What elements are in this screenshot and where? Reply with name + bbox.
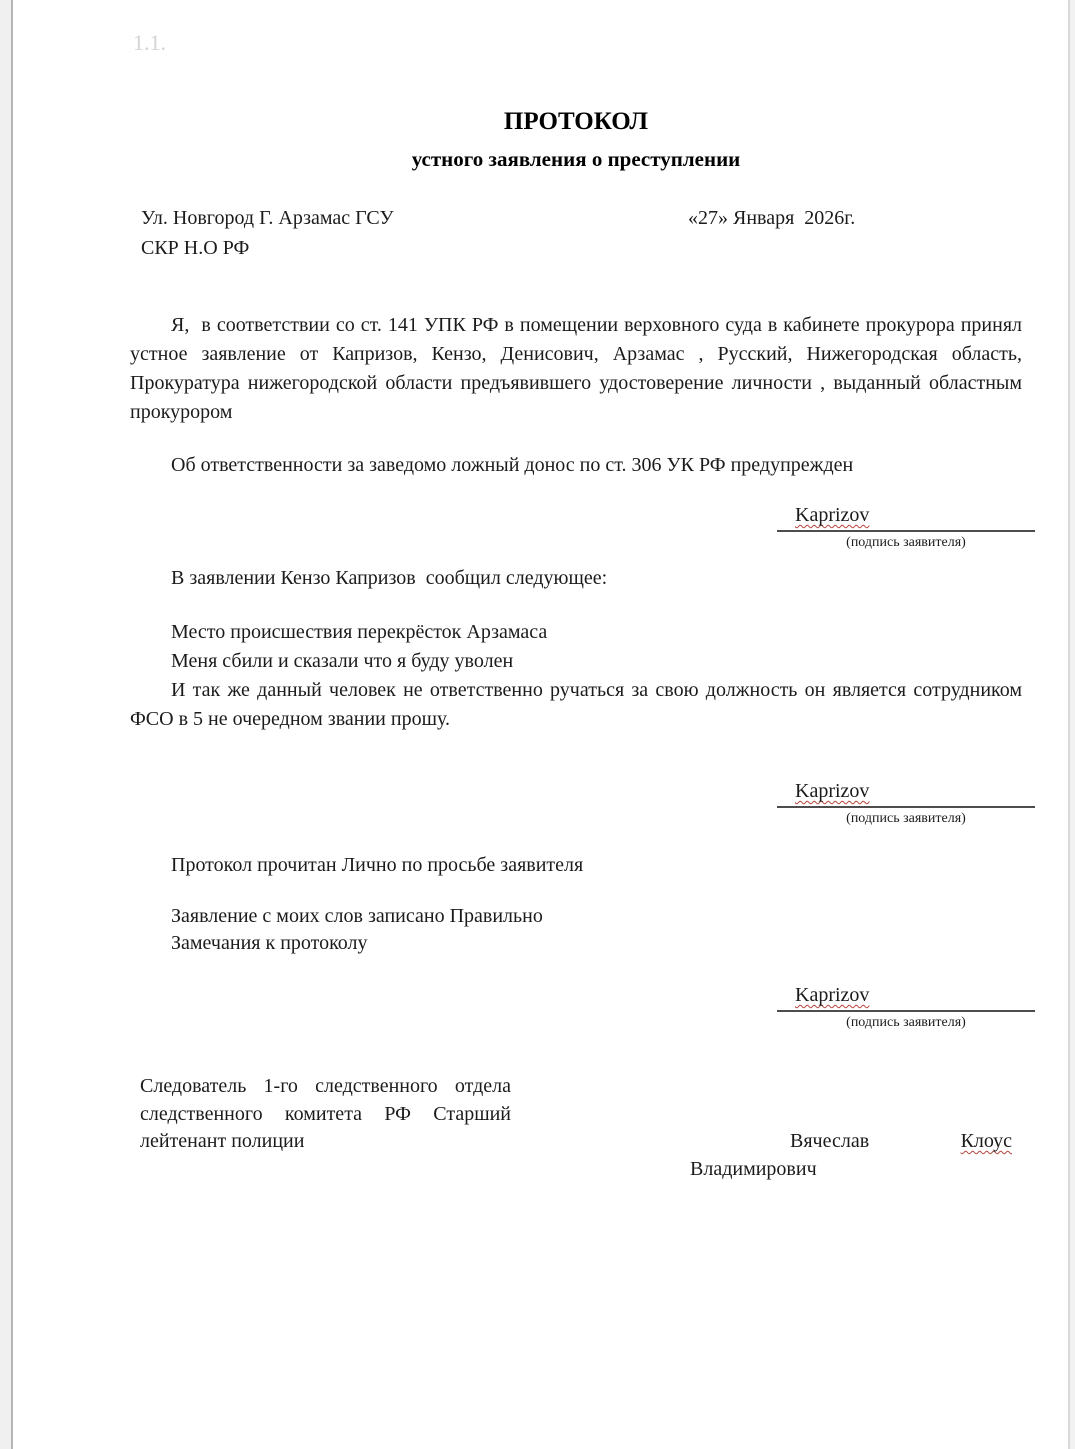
header-location-line2: СКР Н.О РФ [141, 237, 250, 259]
recorded-block [130, 903, 1022, 957]
signature-caption: (подпись заявителя) [846, 1015, 966, 1030]
document-title: ПРОТОКОЛ [503, 108, 649, 135]
officer-patronymic: Владимирович [690, 1158, 817, 1180]
remarks-line: Замечания к протоколу [171, 932, 368, 954]
signature-block-3 [777, 981, 1035, 1031]
investigator-title-block: Следователь 1-го следственного отдела следственного комитета РФ Старший лейтенант полиции [140, 1075, 511, 1152]
header-location-line1: Ул. Новгород Г. Арзамас ГСУ [141, 207, 394, 229]
signature-block-1 [777, 501, 1035, 551]
intro-paragraph: Я, в соответствии со ст. 141 УПК РФ в помещении верховного суда в кабинете прокурора принял устное заявление от Капризов, Кензо, Денисович, Арзамас , Русский, Нижегородская область, Прокуратура нижегородской области предъявившего удостоверение личности , выданный областным прокурором [130, 314, 1022, 423]
signature-line [777, 806, 1035, 808]
statement-block [130, 618, 1022, 734]
officer-first-name: Вячеслав [790, 1130, 870, 1152]
document-subtitle: устного заявления о преступлении [411, 147, 741, 171]
protocol-read-line: Протокол прочитан Лично по просьбе заявителя [171, 854, 584, 876]
officer-last-name: Клоус [960, 1130, 1012, 1152]
officer-name-block [690, 1127, 1012, 1183]
signature-caption: (подпись заявителя) [846, 535, 966, 550]
recorded-line: Заявление с моих слов записано Правильно [171, 905, 543, 927]
warning-line: Об ответственности за заведомо ложный донос по ст. 306 УК РФ предупрежден [171, 454, 854, 476]
page-right-edge [1068, 0, 1075, 1449]
header-date: «27» Января 2026г. [688, 207, 856, 229]
statement-line-2: Меня сбили и сказали что я буду уволен [171, 650, 514, 672]
statement-intro: В заявлении Кензо Капризов сообщил следующее: [171, 567, 608, 589]
signature-caption: (подпись заявителя) [846, 811, 966, 826]
header-location [141, 203, 394, 263]
signature-line [777, 530, 1035, 532]
signature-name: Kaprizov [795, 504, 870, 526]
signature-line [777, 1010, 1035, 1012]
signature-name: Kaprizov [795, 984, 870, 1006]
section-number: 1.1. [133, 30, 166, 55]
document-page [13, 0, 1068, 1449]
signature-name: Kaprizov [795, 780, 870, 802]
signature-block-2 [777, 777, 1035, 827]
statement-line-3: И так же данный человек не ответственно ручаться за свою должность он является сотрудником ФСО в 5 не очередном звании прошу. [130, 679, 1022, 730]
page-left-edge [0, 0, 13, 1449]
statement-line-1: Место происшествия перекрёсток Арзамаса [171, 621, 548, 643]
